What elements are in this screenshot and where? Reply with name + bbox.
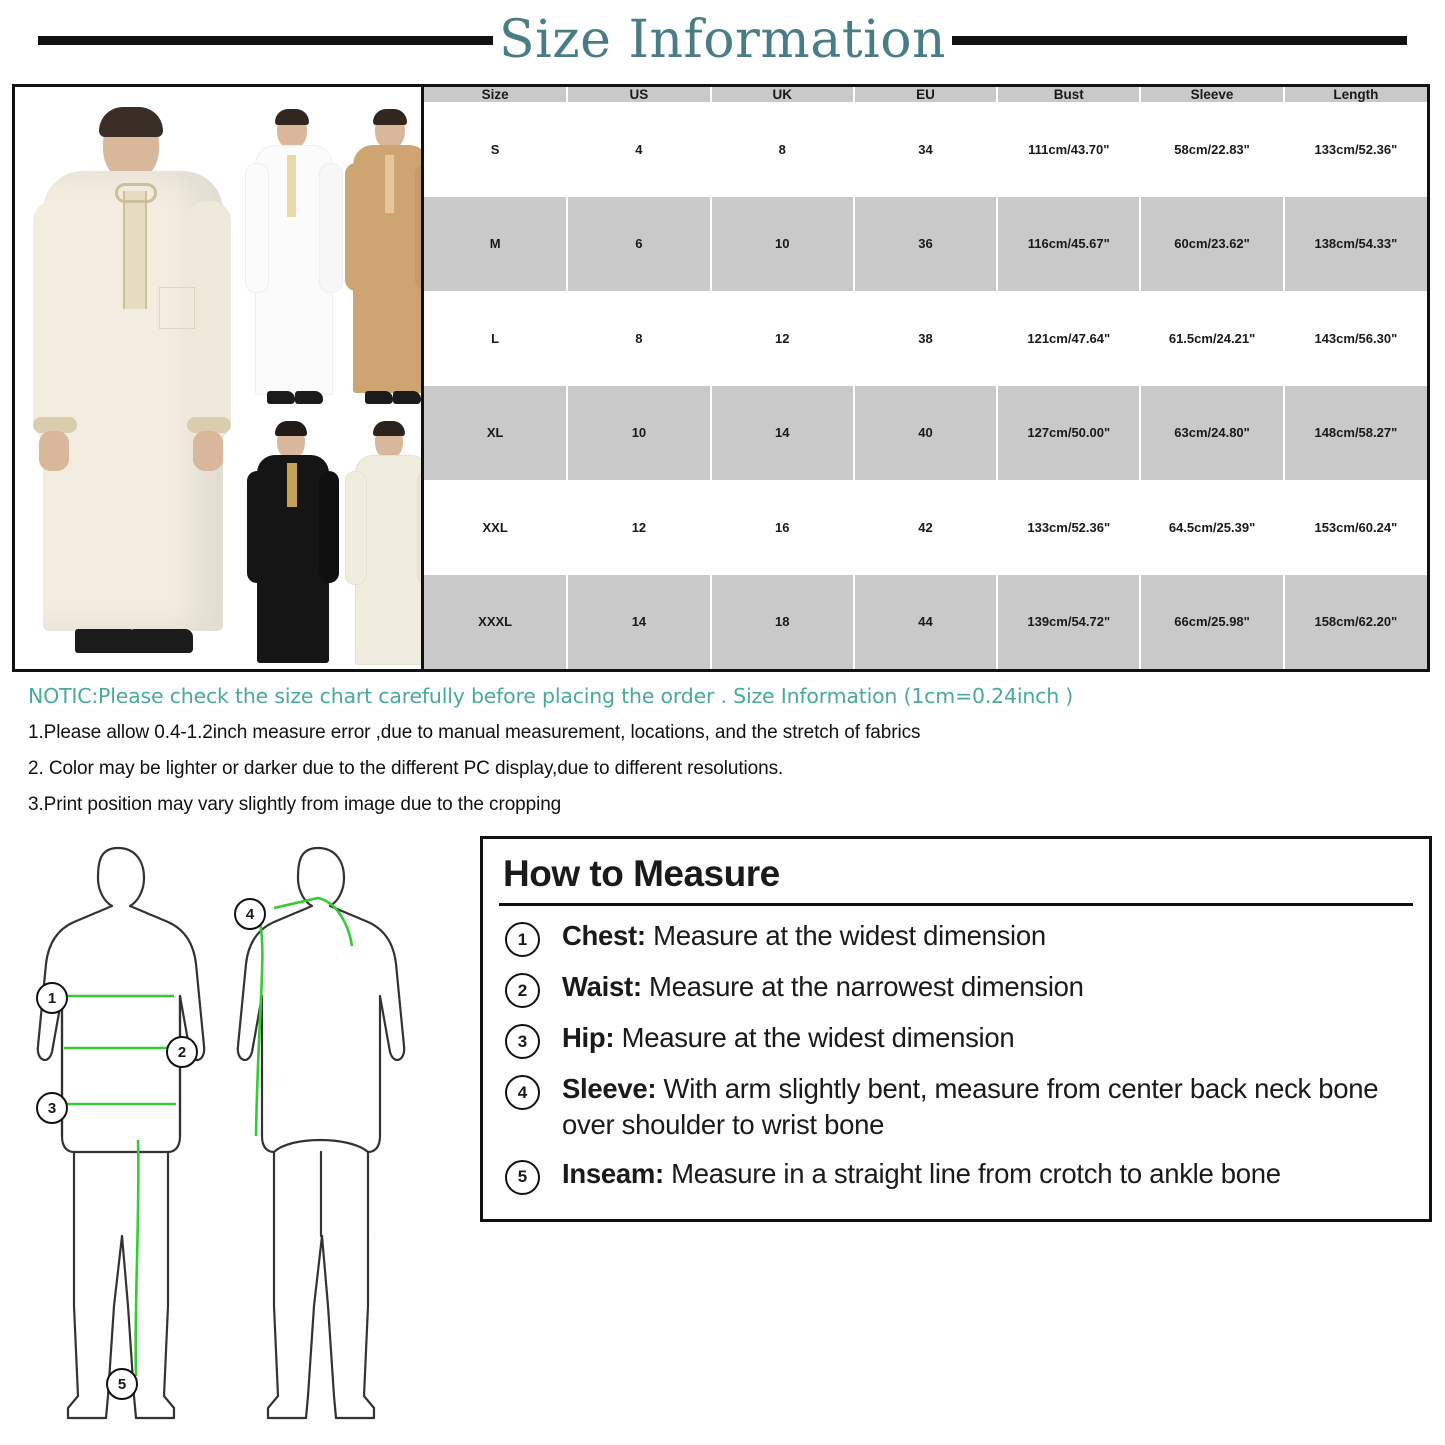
measure-desc: Measure at the widest dimension xyxy=(645,920,1046,951)
model-small-white xyxy=(241,109,345,429)
table-row xyxy=(424,102,1427,197)
measure-item-hip xyxy=(505,1020,1413,1059)
cell-eu: 42 xyxy=(854,480,997,575)
marker-inseam: 5 xyxy=(106,1368,138,1400)
title-rule-right xyxy=(952,36,1407,45)
measure-number: 2 xyxy=(505,973,540,1008)
measure-section xyxy=(12,836,1432,1436)
measure-term: Hip: xyxy=(562,1022,615,1053)
measure-desc: Measure at the narrowest dimension xyxy=(641,971,1084,1002)
notice-block xyxy=(28,684,1428,816)
body-diagram-pane xyxy=(18,836,458,1436)
cell-sleeve: 58cm/22.83" xyxy=(1140,102,1283,197)
table-row xyxy=(424,386,1427,481)
measure-number: 3 xyxy=(505,1024,540,1059)
cell-sleeve: 61.5cm/24.21" xyxy=(1140,291,1283,386)
measure-term: Inseam: xyxy=(562,1157,664,1189)
measure-term: Waist: xyxy=(562,971,642,1002)
cell-size: L xyxy=(424,291,567,386)
cell-uk: 16 xyxy=(711,480,854,575)
measure-number: 4 xyxy=(505,1075,540,1110)
cell-bust: 133cm/52.36" xyxy=(997,480,1140,575)
cell-uk: 12 xyxy=(711,291,854,386)
cell-bust: 116cm/45.67" xyxy=(997,197,1140,292)
cell-length: 153cm/60.24" xyxy=(1284,480,1427,575)
measure-desc: Measure at the widest dimension xyxy=(614,1022,1015,1053)
model-small-tan xyxy=(345,109,424,429)
heading-underline xyxy=(499,903,1413,906)
cell-size: S xyxy=(424,102,567,197)
cell-size: M xyxy=(424,197,567,292)
cell-size: XL xyxy=(424,386,567,481)
th-bust: Bust xyxy=(997,87,1140,102)
th-uk: UK xyxy=(711,87,854,102)
table-row xyxy=(424,480,1427,575)
model-large-beige xyxy=(27,105,237,665)
th-size: Size xyxy=(424,87,567,102)
measure-desc: Measure in a straight line from crotch to ankle bone xyxy=(663,1157,1281,1189)
cell-eu: 36 xyxy=(854,197,997,292)
table-row xyxy=(424,197,1427,292)
cell-size: XXL xyxy=(424,480,567,575)
marker-sleeve: 4 xyxy=(234,898,266,930)
notice-line-1: 1.Please allow 0.4-1.2inch measure error ,due to manual measurement, locations, and the stretch of fabrics xyxy=(28,722,921,743)
cell-sleeve: 63cm/24.80" xyxy=(1140,386,1283,481)
cell-length: 158cm/62.20" xyxy=(1284,575,1427,670)
th-us: US xyxy=(567,87,710,102)
product-photo-pane xyxy=(15,87,424,669)
cell-uk: 14 xyxy=(711,386,854,481)
cell-length: 148cm/58.27" xyxy=(1284,386,1427,481)
cell-length: 138cm/54.33" xyxy=(1284,197,1427,292)
measure-number: 5 xyxy=(505,1160,540,1195)
cell-bust: 121cm/47.64" xyxy=(997,291,1140,386)
table-row xyxy=(424,575,1427,670)
marker-chest: 1 xyxy=(36,982,68,1014)
cell-us: 10 xyxy=(567,386,710,481)
th-eu: EU xyxy=(854,87,997,102)
cell-uk: 8 xyxy=(711,102,854,197)
th-length: Length xyxy=(1284,87,1427,102)
notice-headline: NOTIC:Please check the size chart carefully before placing the order . Size Information (1cm=0.24inch ) xyxy=(28,684,1074,708)
measure-item-sleeve xyxy=(505,1071,1413,1144)
th-sleeve: Sleeve xyxy=(1140,87,1283,102)
cell-us: 12 xyxy=(567,480,710,575)
measure-number: 1 xyxy=(505,922,540,957)
page-title-row xyxy=(0,0,1445,72)
how-to-measure-panel xyxy=(480,836,1432,1222)
cell-size: XXXL xyxy=(424,575,567,670)
cell-sleeve: 60cm/23.62" xyxy=(1140,197,1283,292)
cell-sleeve: 66cm/25.98" xyxy=(1140,575,1283,670)
measure-desc: With arm slightly bent, measure from center back neck bone over shoulder to wrist bone xyxy=(562,1073,1379,1141)
cell-bust: 127cm/50.00" xyxy=(997,386,1140,481)
page-title: Size Information xyxy=(498,10,947,70)
model-small-cream xyxy=(345,419,424,669)
cell-bust: 111cm/43.70" xyxy=(997,102,1140,197)
cell-sleeve: 64.5cm/25.39" xyxy=(1140,480,1283,575)
cell-length: 133cm/52.36" xyxy=(1284,102,1427,197)
measure-item-chest xyxy=(505,918,1413,957)
size-chart-block xyxy=(12,84,1430,672)
cell-eu: 44 xyxy=(854,575,997,670)
table-row xyxy=(424,291,1427,386)
model-small-black xyxy=(241,419,345,669)
marker-hip: 3 xyxy=(36,1092,68,1124)
cell-us: 8 xyxy=(567,291,710,386)
size-table xyxy=(424,87,1427,669)
measure-item-inseam xyxy=(505,1156,1413,1195)
table-header-row xyxy=(424,87,1427,102)
cell-uk: 10 xyxy=(711,197,854,292)
marker-waist: 2 xyxy=(166,1036,198,1068)
notice-line-2: 2. Color may be lighter or darker due to the different PC display,due to different resolutions. xyxy=(28,758,784,779)
title-rule-left xyxy=(38,36,493,45)
measure-item-waist xyxy=(505,969,1413,1008)
size-table-pane xyxy=(424,87,1427,669)
measure-term: Sleeve: xyxy=(562,1073,657,1104)
cell-length: 143cm/56.30" xyxy=(1284,291,1427,386)
cell-eu: 38 xyxy=(854,291,997,386)
cell-eu: 40 xyxy=(854,386,997,481)
cell-us: 4 xyxy=(567,102,710,197)
measure-term: Chest: xyxy=(562,920,646,951)
cell-uk: 18 xyxy=(711,575,854,670)
how-to-measure-heading: How to Measure xyxy=(503,853,780,894)
notice-line-3: 3.Print position may vary slightly from image due to the cropping xyxy=(28,794,562,815)
cell-us: 6 xyxy=(567,197,710,292)
cell-eu: 34 xyxy=(854,102,997,197)
body-diagram-svg xyxy=(18,836,458,1436)
cell-us: 14 xyxy=(567,575,710,670)
cell-bust: 139cm/54.72" xyxy=(997,575,1140,670)
